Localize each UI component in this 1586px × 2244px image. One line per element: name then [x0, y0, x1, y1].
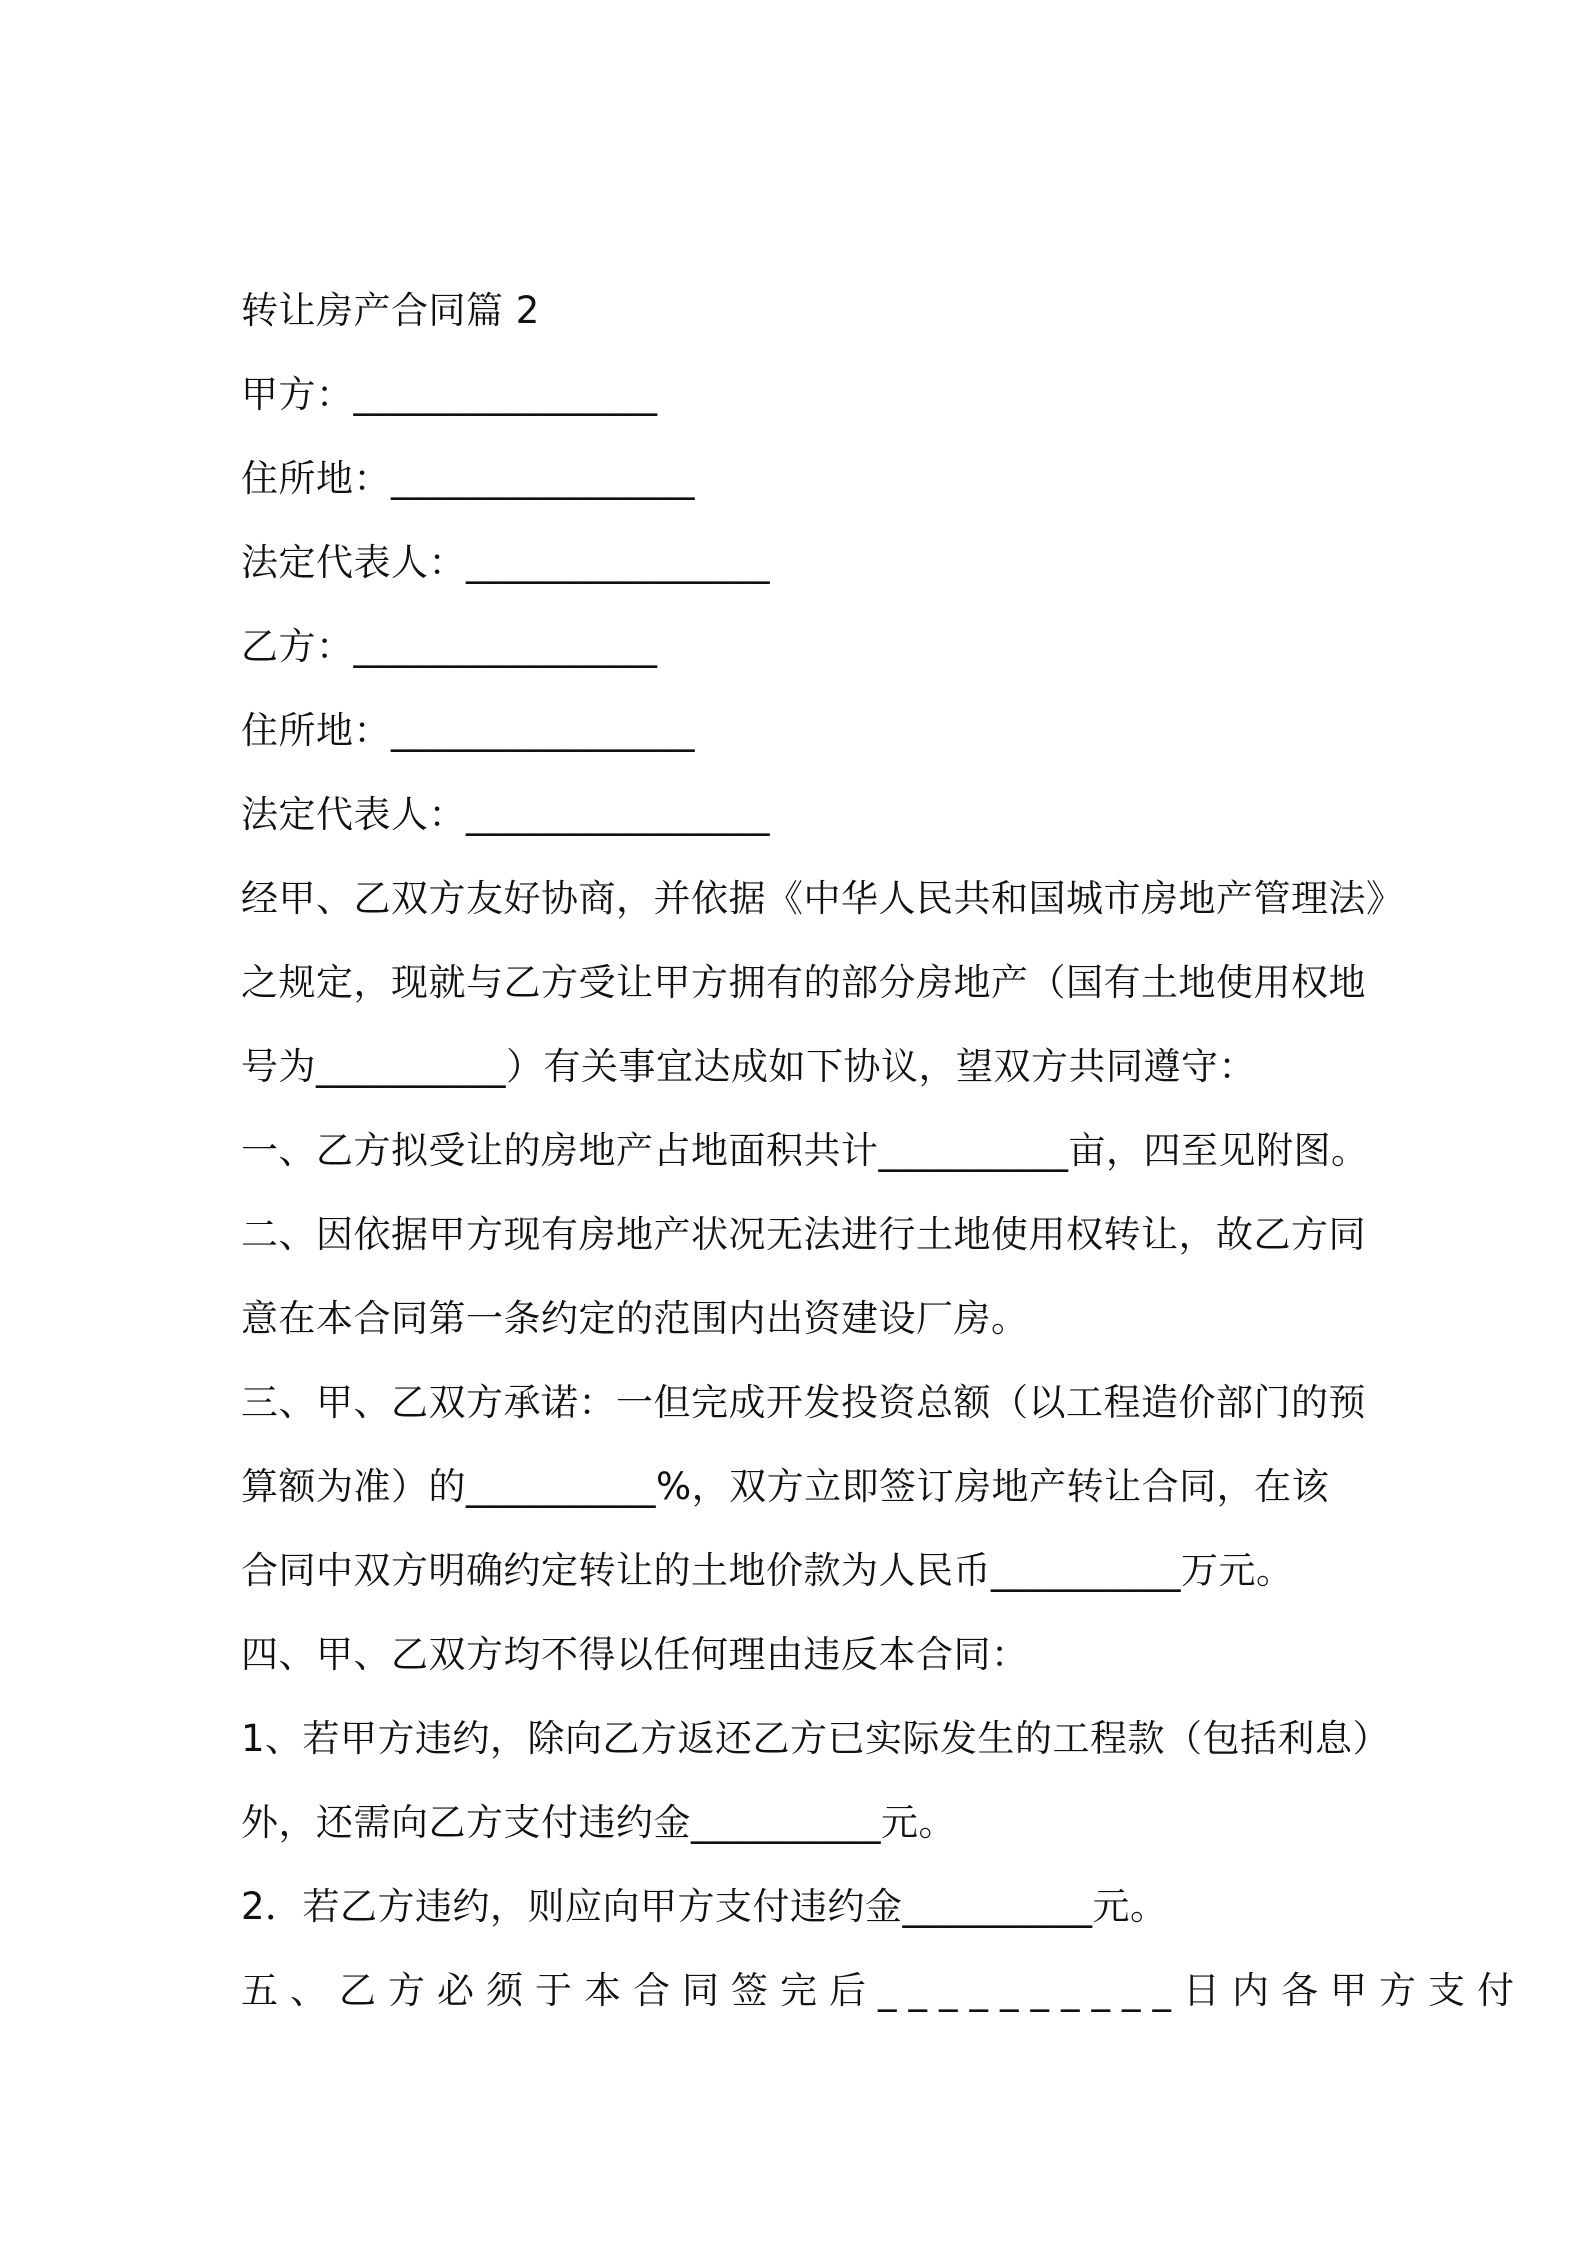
- preamble-line-2: 之规定，现就与乙方受让甲方拥有的部分房地产（国有土地使用权地: [241, 961, 1366, 1004]
- party-b-field: 乙方：________________: [241, 625, 658, 668]
- clause-4-item-1-line-2: 外，还需向乙方支付违约金__________元。: [241, 1801, 956, 1844]
- clause-3-line-1: 三、甲、乙双方承诺：一但完成开发投资总额（以工程造价部门的预: [241, 1381, 1366, 1424]
- clause-2-line-1: 二、因依据甲方现有房地产状况无法进行土地使用权转让，故乙方同: [241, 1213, 1366, 1256]
- clause-3-line-3: 合同中双方明确约定转让的土地价款为人民币__________万元。: [241, 1549, 1294, 1592]
- clause-2-line-2: 意在本合同第一条约定的范围内出资建设厂房。: [241, 1297, 1029, 1340]
- party-a-address-field: 住所地：________________: [241, 457, 695, 500]
- party-a-representative-field: 法定代表人：________________: [241, 541, 770, 584]
- clause-4-line-1: 四、甲、乙双方均不得以任何理由违反本合同：: [241, 1633, 1029, 1676]
- party-b-address-field: 住所地：________________: [241, 709, 695, 752]
- clause-1-line-1: 一、乙方拟受让的房地产占地面积共计__________亩，四至见附图。: [241, 1129, 1369, 1172]
- document-title: 转让房产合同篇 2: [241, 289, 540, 332]
- clause-4-item-2-line-1: 2．若乙方违约，则应向甲方支付违约金__________元。: [241, 1885, 1168, 1928]
- preamble-line-3: 号为__________）有关事宜达成如下协议，望双方共同遵守：: [241, 1045, 1256, 1088]
- clause-5-line-1: 五、乙方必须于本合同签完后__________日内各甲方支付: [241, 1969, 1526, 2012]
- clause-4-item-1-line-1: 1、若甲方违约，除向乙方返还乙方已实际发生的工程款（包括利息）: [241, 1717, 1391, 1760]
- party-a-field: 甲方：________________: [241, 373, 658, 416]
- party-b-representative-field: 法定代表人：________________: [241, 793, 770, 836]
- preamble-line-1: 经甲、乙双方友好协商，并依据《中华人民共和国城市房地产管理法》: [241, 877, 1404, 920]
- clause-3-line-2: 算额为准）的__________%，双方立即签订房地产转让合同，在该: [241, 1465, 1330, 1508]
